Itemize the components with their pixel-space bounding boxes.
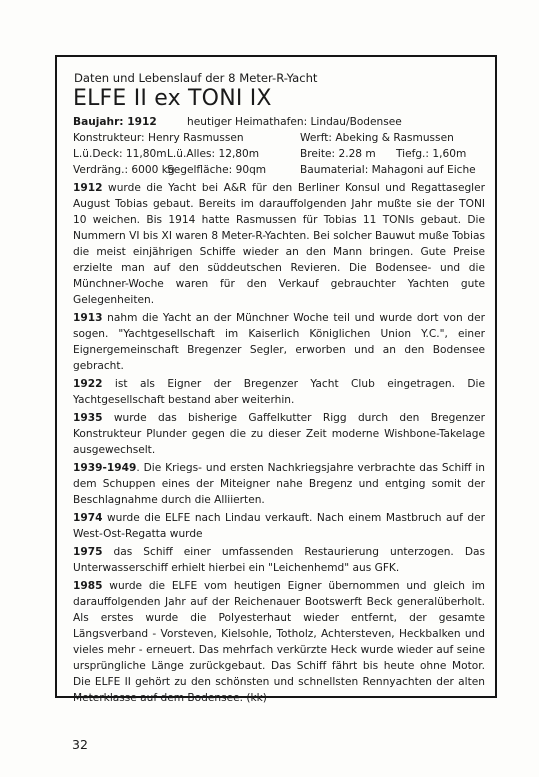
specs-row-2 [73, 130, 485, 146]
verdraengung: Verdräng.: 6000 kg [73, 164, 175, 176]
lu-deck: L.ü.Deck: 11,80m [73, 148, 167, 160]
segelflaeche: Segelfläche: 90qm [167, 164, 267, 176]
history-year: 1985 [73, 580, 103, 592]
history-text: das Schiff einer umfassenden Restaurierung unterzogen. Das Unterwasserschiff erhielt hierbei ein "Leichenhemd" aus GFK. [73, 546, 485, 574]
history-paragraph [73, 460, 485, 508]
history-text: nahm die Yacht an der Münchner Woche teil und wurde dort von der sogen. "Yachtgesellschaft im Kaiserlich Königlichen Union Y.C.", einer Eignergemeinschaft Bregenzer Segler, erworben und an den Bodensee gebracht. [73, 312, 485, 372]
page-title: ELFE II ex TONI IX [73, 86, 272, 111]
history-paragraph [73, 376, 485, 408]
history-text: wurde die Yacht bei A&R für den Berliner Konsul und Regattasegler August Tobias gebaut. Bereits im darauffolgenden Jahr mußte sie der TONI 10 weichen. Bis 1914 hatte Rasmussen für Tobias 11 TONIs gebaut. Die Nummern VI bis XI waren 8 Meter-R-Yachten. Bei solcher Bauwut muße Tobias die meist einjährigen Schiffe wieder an den Mann bringen. Gute Preise erzielte man auf den süddeutschen Revieren. Die Bodensee- und die Münchner-Woche waren für den Verkauf gebrauchter Yachten gute Gelegenheiten. [73, 182, 485, 306]
history-year: 1913 [73, 312, 103, 324]
history-text: . Die Kriegs- und ersten Nachkriegsjahre verbrachte das Schiff in dem Schuppen eines der Miteigner nahe Bregenz und entging somit der Beschlagnahme durch die Alliierten. [73, 462, 485, 506]
history-year: 1935 [73, 412, 103, 424]
tiefgang: Tiefg.: 1,60m [396, 148, 467, 160]
konstrukteur: Konstrukteur: Henry Rasmussen [73, 132, 244, 144]
history-paragraph [73, 310, 485, 374]
specs-row-4 [73, 162, 485, 178]
heimathafen: heutiger Heimathafen: Lindau/Bodensee [187, 116, 402, 128]
history-paragraph [73, 180, 485, 308]
history-paragraph [73, 510, 485, 542]
werft: Werft: Abeking & Rasmussen [300, 132, 454, 144]
baujahr: Baujahr: 1912 [73, 116, 157, 128]
specs-row-3 [73, 146, 485, 162]
history-paragraph [73, 544, 485, 576]
history-year: 1922 [73, 378, 103, 390]
history-year: 1975 [73, 546, 103, 558]
history-text: ist als Eigner der Bregenzer Yacht Club eingetragen. Die Yachtgesellschaft bestand aber weiterhin. [73, 378, 485, 406]
yacht-info-box [73, 70, 485, 706]
lu-alles: L.ü.Alles: 12,80m [167, 148, 260, 160]
breite: Breite: 2.28 m [300, 148, 376, 160]
history-year: 1974 [73, 512, 103, 524]
specs-row-1 [73, 114, 485, 130]
history-text: wurde die ELFE nach Lindau verkauft. Nach einem Mastbruch auf der West-Ost-Regatta wurde [73, 512, 485, 540]
history-year: 1939-1949 [73, 462, 137, 474]
history-year: 1912 [73, 182, 103, 194]
page-number: 32 [72, 737, 88, 752]
history-text: wurde die ELFE vom heutigen Eigner übernommen und gleich im darauffolgenden Jahr auf der Reichenauer Bootswerft Beck generalüberholt. Als erstes wurde die Polyesterhaut wieder entfernt, der gesamte Längsverband - Vorsteven, Kielsohle, Totholz, Achtersteven, Heckbalken und vieles mehr - erneuert. Das mehrfach verkürzte Heck wurde wieder auf seine ursprüngliche Länge zurückgebaut. Das Schiff fährt bis heute ohne Motor. Die ELFE II gehört zu den schönsten und schnellsten Rennyachten der alten Meterklasse auf dem Bodensee. (kk) [73, 580, 485, 704]
history-paragraph [73, 410, 485, 458]
history-paragraph [73, 578, 485, 706]
history-text: wurde das bisherige Gaffelkutter Rigg durch den Bregenzer Konstrukteur Plunder gegen die zu dieser Zeit moderne Wishbone-Takelage ausgewechselt. [73, 412, 485, 456]
subtitle: Daten und Lebenslauf der 8 Meter-R-Yacht [74, 71, 318, 85]
baumaterial: Baumaterial: Mahagoni auf Eiche [300, 164, 476, 176]
